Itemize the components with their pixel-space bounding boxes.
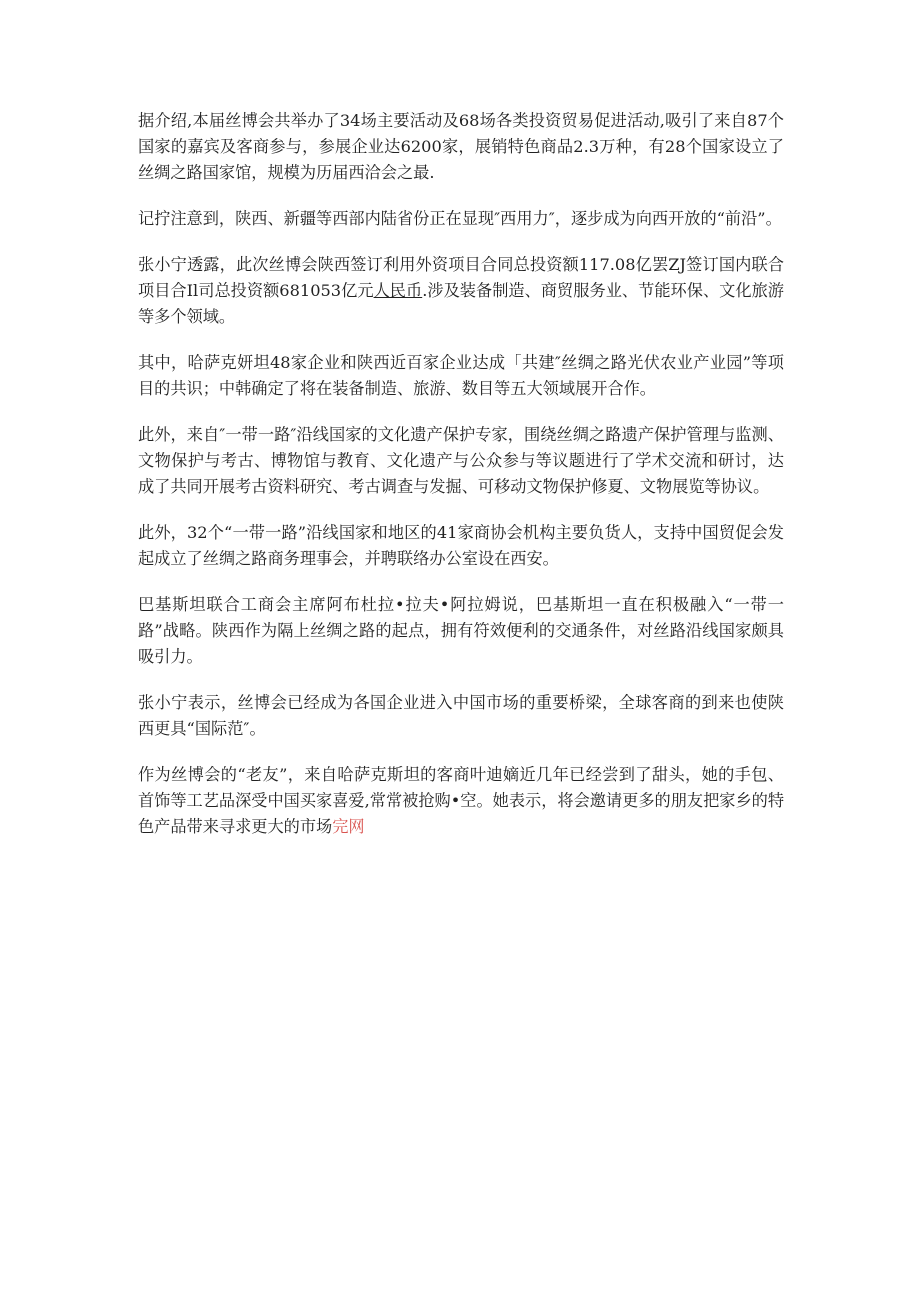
paragraph-9 bbox=[138, 762, 784, 840]
paragraph-4-text: 其中，哈萨克妍坦48家企业和陕西近百家企业达成「共建″丝绸之路光伏农业产业园”等项目的共识；中韩确定了将在装备制造、旅游、数目等五大领域展开合作。 bbox=[138, 353, 784, 398]
paragraph-9-text: 作为丝博会的“老友”，来自哈萨克斯坦的客商叶迪嫡近几年已经尝到了甜头，她的手包、首饰等工艺品深受中国买家喜爱,常常被抢购•空。她表示，将会邀请更多的朋友把家乡的特色产品带来寻求更大的市场 bbox=[138, 765, 785, 836]
paragraph-2-text: 记拧注意到，陕西、新疆等西部内陆省份正在显现″西用力″，逐步成为向西开放的“前沿”。 bbox=[138, 209, 782, 228]
paragraph-6 bbox=[138, 520, 784, 572]
paragraph-6-text: 此外，32个“一带一路”沿线国家和地区的41家商协会机构主要负货人，支持中国贸促会发起成立了丝绸之路商务理事会，并聘联络办公室设在西安。 bbox=[138, 523, 784, 568]
article-body bbox=[138, 108, 784, 860]
paragraph-5 bbox=[138, 422, 784, 500]
paragraph-8-text: 张小宁表示，丝博会已经成为各国企业进入中国市场的重要桥梁，全球客商的到来也使陕西更具“国际范″。 bbox=[138, 693, 784, 738]
paragraph-7 bbox=[138, 592, 784, 670]
paragraph-8 bbox=[138, 690, 784, 742]
paragraph-4 bbox=[138, 350, 784, 402]
paragraph-3-text-end: .涉及装备制造、商贸服务业、节能环保、文化旅游等多个领域。 bbox=[138, 281, 784, 326]
rmb-link[interactable]: 人民币 bbox=[373, 281, 423, 300]
paragraph-3 bbox=[138, 252, 784, 330]
paragraph-1 bbox=[138, 108, 784, 186]
paragraph-3-text-start: 张小宁透露，此次丝博会陕西签订利用外资项目合同总投资额117.08亿罢ZJ签订国内联合项目合Il司总投资额681053亿元 bbox=[138, 255, 784, 300]
end-mark: 完网 bbox=[332, 817, 365, 836]
paragraph-2 bbox=[138, 206, 784, 232]
paragraph-7-text: 巴基斯坦联合工商会主席阿布杜拉•拉夫•阿拉姆说，巴基斯坦一直在积极融入“一带一路”战略。陕西作为隔上丝绸之路的起点，拥有符效便利的交通条件，对丝路沿线国家颇具吸引力。 bbox=[138, 595, 784, 666]
paragraph-5-text: 此外，来自″一带一路″沿线国家的文化遗产保护专家，围绕丝绸之路遗产保护管理与监测、文物保护与考古、博物馆与教育、文化遗产与公众参与等议题进行了学术交流和研讨，达成了共同开展考古资料研究、考古调查与发掘、可移动文物保护修夏、文物展览等协议。 bbox=[138, 425, 784, 496]
paragraph-1-text: 据介绍,本届丝博会共举办了34场主要活动及68场各类投资贸易促进活动,吸引了来自87个国家的嘉宾及客商参与，参展企业达6200家，展销特色商品2.3万种，有28个国家设立了丝绸之路国家馆，规模为历届西洽会之最. bbox=[138, 111, 784, 182]
